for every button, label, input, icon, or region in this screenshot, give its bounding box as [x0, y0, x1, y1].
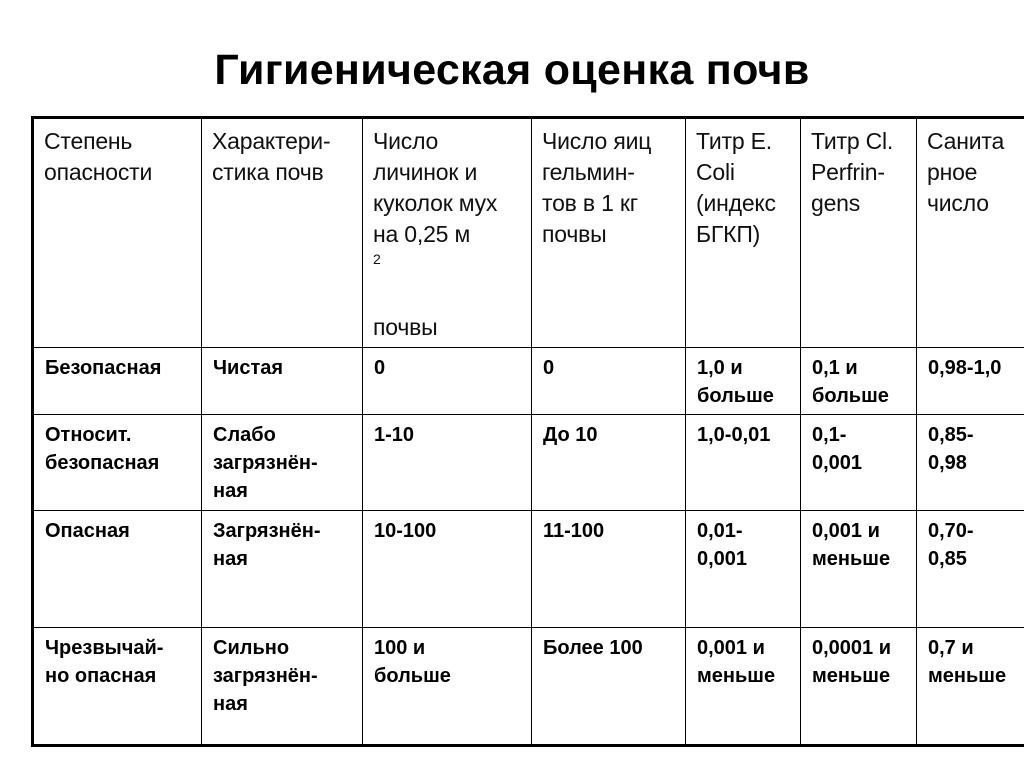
- table-cell: 0,85- 0,98: [917, 415, 1024, 511]
- header-cell-fly-larvae: Число личинок и куколок мух на 0,25 м $^2$ почвы: [363, 118, 532, 348]
- table-cell: 100 и больше: [363, 628, 532, 746]
- table-cell: 0,001 и меньше: [801, 511, 917, 628]
- superscript-2: 2: [373, 251, 381, 267]
- header-cell-danger-level: Степень опасности: [33, 118, 202, 348]
- table-cell: 0,98-1,0: [917, 348, 1024, 415]
- header-cell-helminth-eggs: Число яиц гельмин- тов в 1 кг почвы: [532, 118, 686, 348]
- table-cell: Опасная: [33, 511, 202, 628]
- table-cell: Безопасная: [33, 348, 202, 415]
- page-title: Гигиеническая оценка почв: [214, 46, 810, 94]
- table-cell: Чистая: [202, 348, 363, 415]
- table-cell: 0,001 и меньше: [686, 628, 801, 746]
- table-cell: Чрезвычай- но опасная: [33, 628, 202, 746]
- table-cell: Относит. безопасная: [33, 415, 202, 511]
- table-cell: 10-100: [363, 511, 532, 628]
- table-row: [33, 628, 1024, 746]
- table-cell: 0: [363, 348, 532, 415]
- header-cell-sanitary-number: Санита рное число: [917, 118, 1024, 348]
- table-cell: 0,0001 и меньше: [801, 628, 917, 746]
- header-cell-ecoli-titer: Титр E. Coli (индекс БГКП): [686, 118, 801, 348]
- table-cell: 0,1- 0,001: [801, 415, 917, 511]
- table-cell: До 10: [532, 415, 686, 511]
- table-cell: 1-10: [363, 415, 532, 511]
- table-cell: 0,70- 0,85: [917, 511, 1024, 628]
- table-cell: 11-100: [532, 511, 686, 628]
- table-cell: 0: [532, 348, 686, 415]
- table-header-row: [33, 118, 1024, 348]
- header-cell-clperfringens-titer: Титр Cl. Perfrin- gens: [801, 118, 917, 348]
- header-cell-soil-characteristic: Характери- стика почв: [202, 118, 363, 348]
- table-cell: 0,1 и больше: [801, 348, 917, 415]
- table-cell: 0,01- 0,001: [686, 511, 801, 628]
- table-row: [33, 348, 1024, 415]
- soil-assessment-table: [31, 116, 1024, 747]
- table-row: [33, 511, 1024, 628]
- table-cell: Более 100: [532, 628, 686, 746]
- table-cell: 0,7 и меньше: [917, 628, 1024, 746]
- table-cell: Слабо загрязнён- ная: [202, 415, 363, 511]
- table-row: [33, 415, 1024, 511]
- table-cell: 1,0-0,01: [686, 415, 801, 511]
- table-cell: Загрязнён- ная: [202, 511, 363, 628]
- table-cell: 1,0 и больше: [686, 348, 801, 415]
- table-cell: Сильно загрязнён- ная: [202, 628, 363, 746]
